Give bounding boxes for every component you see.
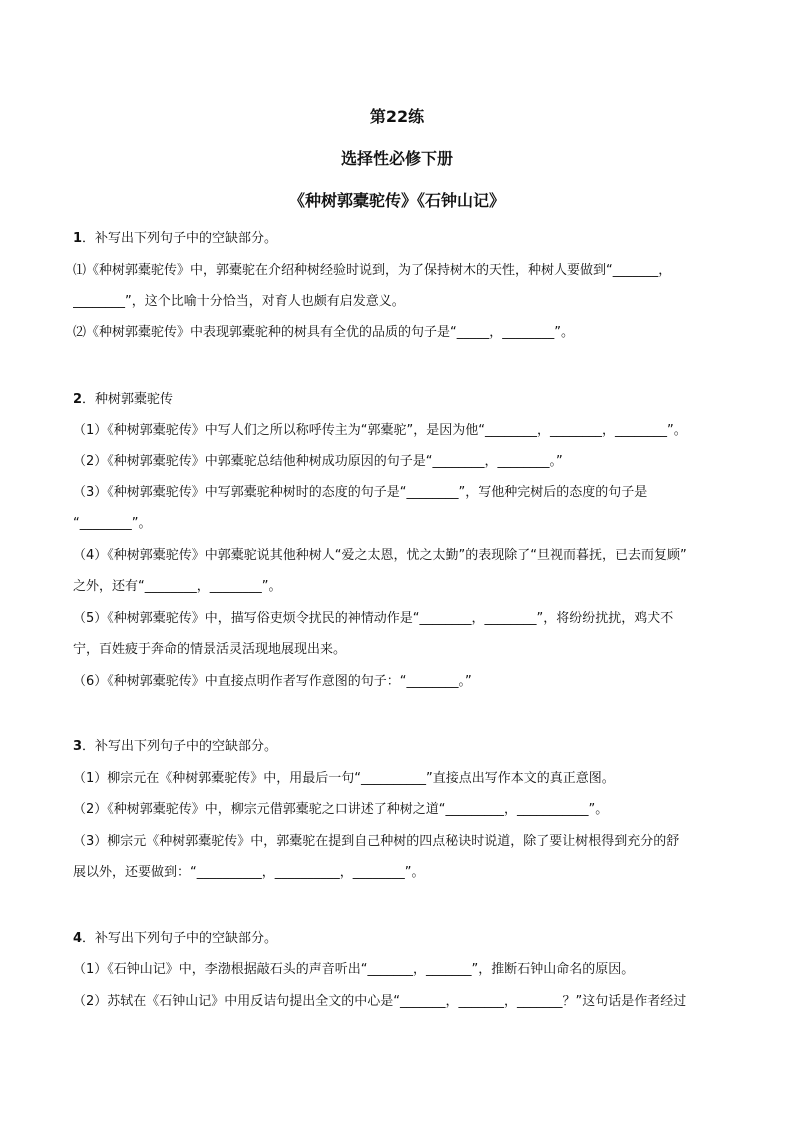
question-3-line: （2）《种树郭橐驼传》中，柳宗元借郭橐驼之口讲述了种树之道“_________，___________”。 [73, 802, 609, 817]
question-3-line: （1）柳宗元在《种树郭橐驼传》中，用最后一句“__________”直接点出写作本文的真正意图。 [73, 771, 615, 786]
question-2-heading [73, 391, 723, 409]
question-2-line: （5）《种树郭橐驼传》中，描写俗吏烦令扰民的神情动作是“________，________”，将纷纷扰扰，鸡犬不 [73, 611, 674, 626]
question-4-line: （1）《石钟山记》中，李渤根据敲石头的声音听出“_______，_______”，推断石钟山命名的原因。 [73, 962, 635, 977]
question-3-line: 展以外，还要做到：“__________，__________，________”。 [73, 865, 425, 880]
question-2-line: 宁，百姓疲于奔命的情景活灵活现地展现出来。 [73, 642, 347, 657]
question-1-line: ________”，这个比喻十分恰当，对育人也颇有启发意义。 [73, 294, 405, 309]
question-number: 3 [73, 739, 83, 754]
question-1-line: ⑵《种树郭橐驼传》中表现郭橐驼种的树具有全优的品质的句子是“_____，________”。 [73, 325, 574, 340]
volume-title: 选择性必修下册 [340, 149, 453, 168]
question-3-heading [73, 738, 723, 756]
question-4-heading [73, 930, 723, 948]
question-1-line: ⑴《种树郭橐驼传》中，郭橐驼在介绍种树经验时说到，为了保持树木的天性，种树人要做到“_______， [73, 263, 672, 278]
question-2-line: （3）《种树郭橐驼传》中写郭橐驼种树时的态度的句子是“________”，写他种完树后的态度的句子是 [73, 485, 648, 500]
question-2-line: “________”。 [73, 516, 152, 531]
question-heading-text: ．种树郭橐驼传 [82, 392, 174, 407]
question-1-heading [73, 230, 723, 248]
question-2-line: （6）《种树郭橐驼传》中直接点明作者写作意图的句子：“________。” [73, 674, 472, 689]
question-number: 1 [73, 231, 83, 246]
question-number: 4 [73, 931, 83, 946]
lesson-title: 第22练 [369, 107, 425, 126]
question-heading-text: ．补写出下列句子中的空缺部分。 [82, 739, 278, 754]
question-2-line: （1）《种树郭橐驼传》中写人们之所以称呼传主为“郭橐驼”，是因为他“________，________，________”。 [73, 423, 687, 438]
question-4-line: （2）苏轼在《石钟山记》中用反诘句提出全文的中心是“_______，_______，_______？”这句话是作者经过 [73, 994, 687, 1009]
question-heading-text: ．补写出下列句子中的空缺部分。 [82, 231, 278, 246]
texts-title: 《种树郭橐驼传》《石钟山记》 [288, 191, 505, 210]
question-heading-text: ．补写出下列句子中的空缺部分。 [82, 931, 278, 946]
question-3-line: （3）柳宗元《种树郭橐驼传》中，郭橐驼在提到自己种树的四点秘诀时说道，除了要让树根得到充分的舒 [73, 834, 680, 849]
question-number: 2 [73, 392, 83, 407]
question-2-line: （4）《种树郭橐驼传》中郭橐驼说其他种树人“爱之太恩，忧之太勤”的表现除了“旦视而暮抚，已去而复顾” [73, 548, 687, 563]
question-2-line: （2）《种树郭橐驼传》中郭橐驼总结他种树成功原因的句子是“________，________。” [73, 454, 563, 469]
question-2-line: 之外，还有“________，________”。 [73, 579, 282, 594]
